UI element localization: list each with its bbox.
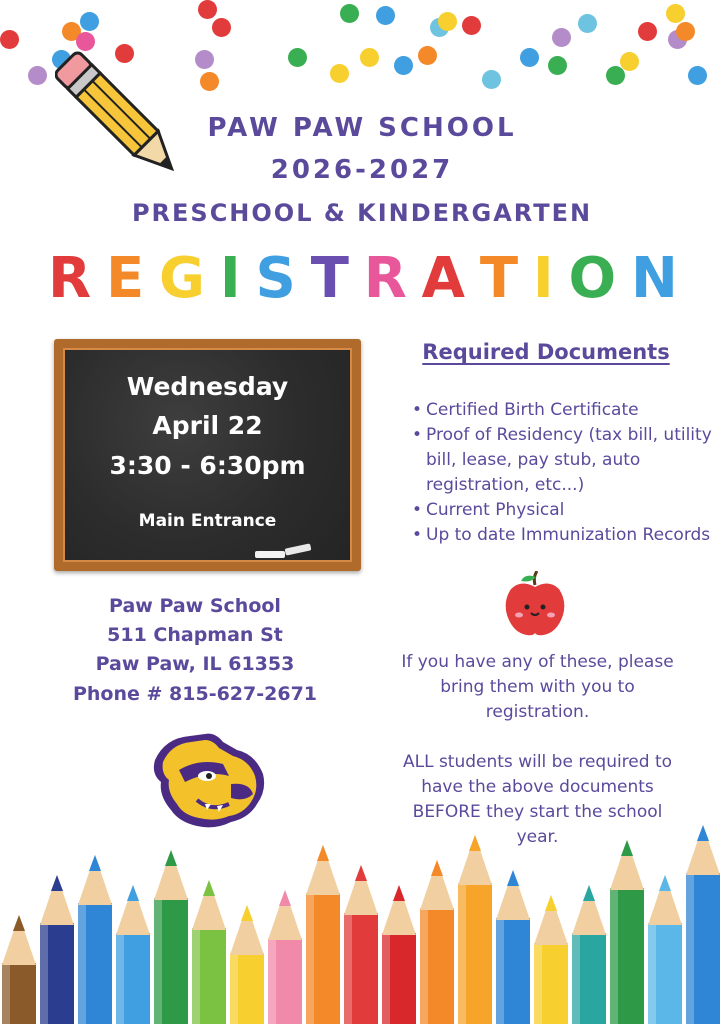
- event-date: April 22: [152, 411, 263, 440]
- event-time: 3:30 - 6:30pm: [109, 451, 306, 480]
- address-phone: Phone # 815-627-2671: [72, 683, 318, 705]
- colored-pencil: [420, 860, 454, 1024]
- colored-pencil: [230, 905, 264, 1024]
- school-heading: PAW PAW SCHOOL: [207, 113, 517, 143]
- title-letter: E: [105, 245, 145, 311]
- title-letter: R: [363, 245, 407, 311]
- title-letter: S: [255, 245, 296, 311]
- colored-pencil: [534, 895, 568, 1024]
- title-letter: N: [630, 245, 678, 311]
- colored-pencil: [154, 850, 188, 1024]
- address-city: Paw Paw, IL 61353: [95, 653, 295, 675]
- school-year-heading: 2026-2027: [270, 155, 454, 185]
- event-day: Wednesday: [126, 372, 289, 401]
- requirement-note: ALL students will be required to have the above documents BEFORE they start the school year.: [402, 752, 673, 847]
- colored-pencil: [2, 915, 36, 1024]
- colored-pencil: [610, 840, 644, 1024]
- chalkboard: [54, 339, 361, 571]
- colored-pencil: [116, 885, 150, 1024]
- apple-icon: [503, 571, 567, 637]
- title-letter: G: [159, 245, 206, 311]
- chalk-piece: [285, 543, 312, 555]
- title-letter: T: [310, 245, 349, 311]
- bring-documents-note: If you have any of these, please bring them with you to registration.: [401, 652, 674, 722]
- colored-pencils-decoration: [0, 820, 724, 1024]
- colored-pencil: [458, 835, 492, 1024]
- required-documents-title: Required Documents: [422, 340, 670, 364]
- colored-pencil: [40, 875, 74, 1024]
- title-letter: A: [421, 245, 466, 311]
- colored-pencil: [344, 865, 378, 1024]
- colored-pencil: [496, 870, 530, 1024]
- title-letter: R: [48, 245, 92, 311]
- list-item: • Proof of Residency (tax bill, utility bill, lease, pay stub, auto registration, etc...): [412, 423, 712, 498]
- list-item: • Up to date Immunization Records: [412, 523, 712, 548]
- colored-pencil: [268, 890, 302, 1024]
- chalk-piece: [255, 551, 285, 558]
- title-letter: T: [479, 245, 519, 311]
- title-letter: I: [532, 245, 554, 311]
- colored-pencil: [192, 880, 226, 1024]
- address-school-name: Paw Paw School: [109, 595, 281, 617]
- colored-pencil: [572, 885, 606, 1024]
- colored-pencil: [382, 885, 416, 1024]
- program-heading: PRESCHOOL & KINDERGARTEN: [131, 199, 593, 227]
- colored-pencil: [306, 845, 340, 1024]
- required-documents-list: [412, 398, 712, 548]
- list-item: • Current Physical: [412, 498, 712, 523]
- colored-pencil: [78, 855, 112, 1024]
- registration-title: [48, 243, 678, 313]
- colored-pencil: [648, 875, 682, 1024]
- event-location: Main Entrance: [138, 511, 277, 531]
- title-letter: O: [568, 245, 617, 311]
- colored-pencil: [686, 825, 720, 1024]
- title-letter: I: [219, 245, 241, 311]
- address-street: 511 Chapman St: [107, 624, 283, 646]
- list-item: • Certified Birth Certificate: [412, 398, 712, 423]
